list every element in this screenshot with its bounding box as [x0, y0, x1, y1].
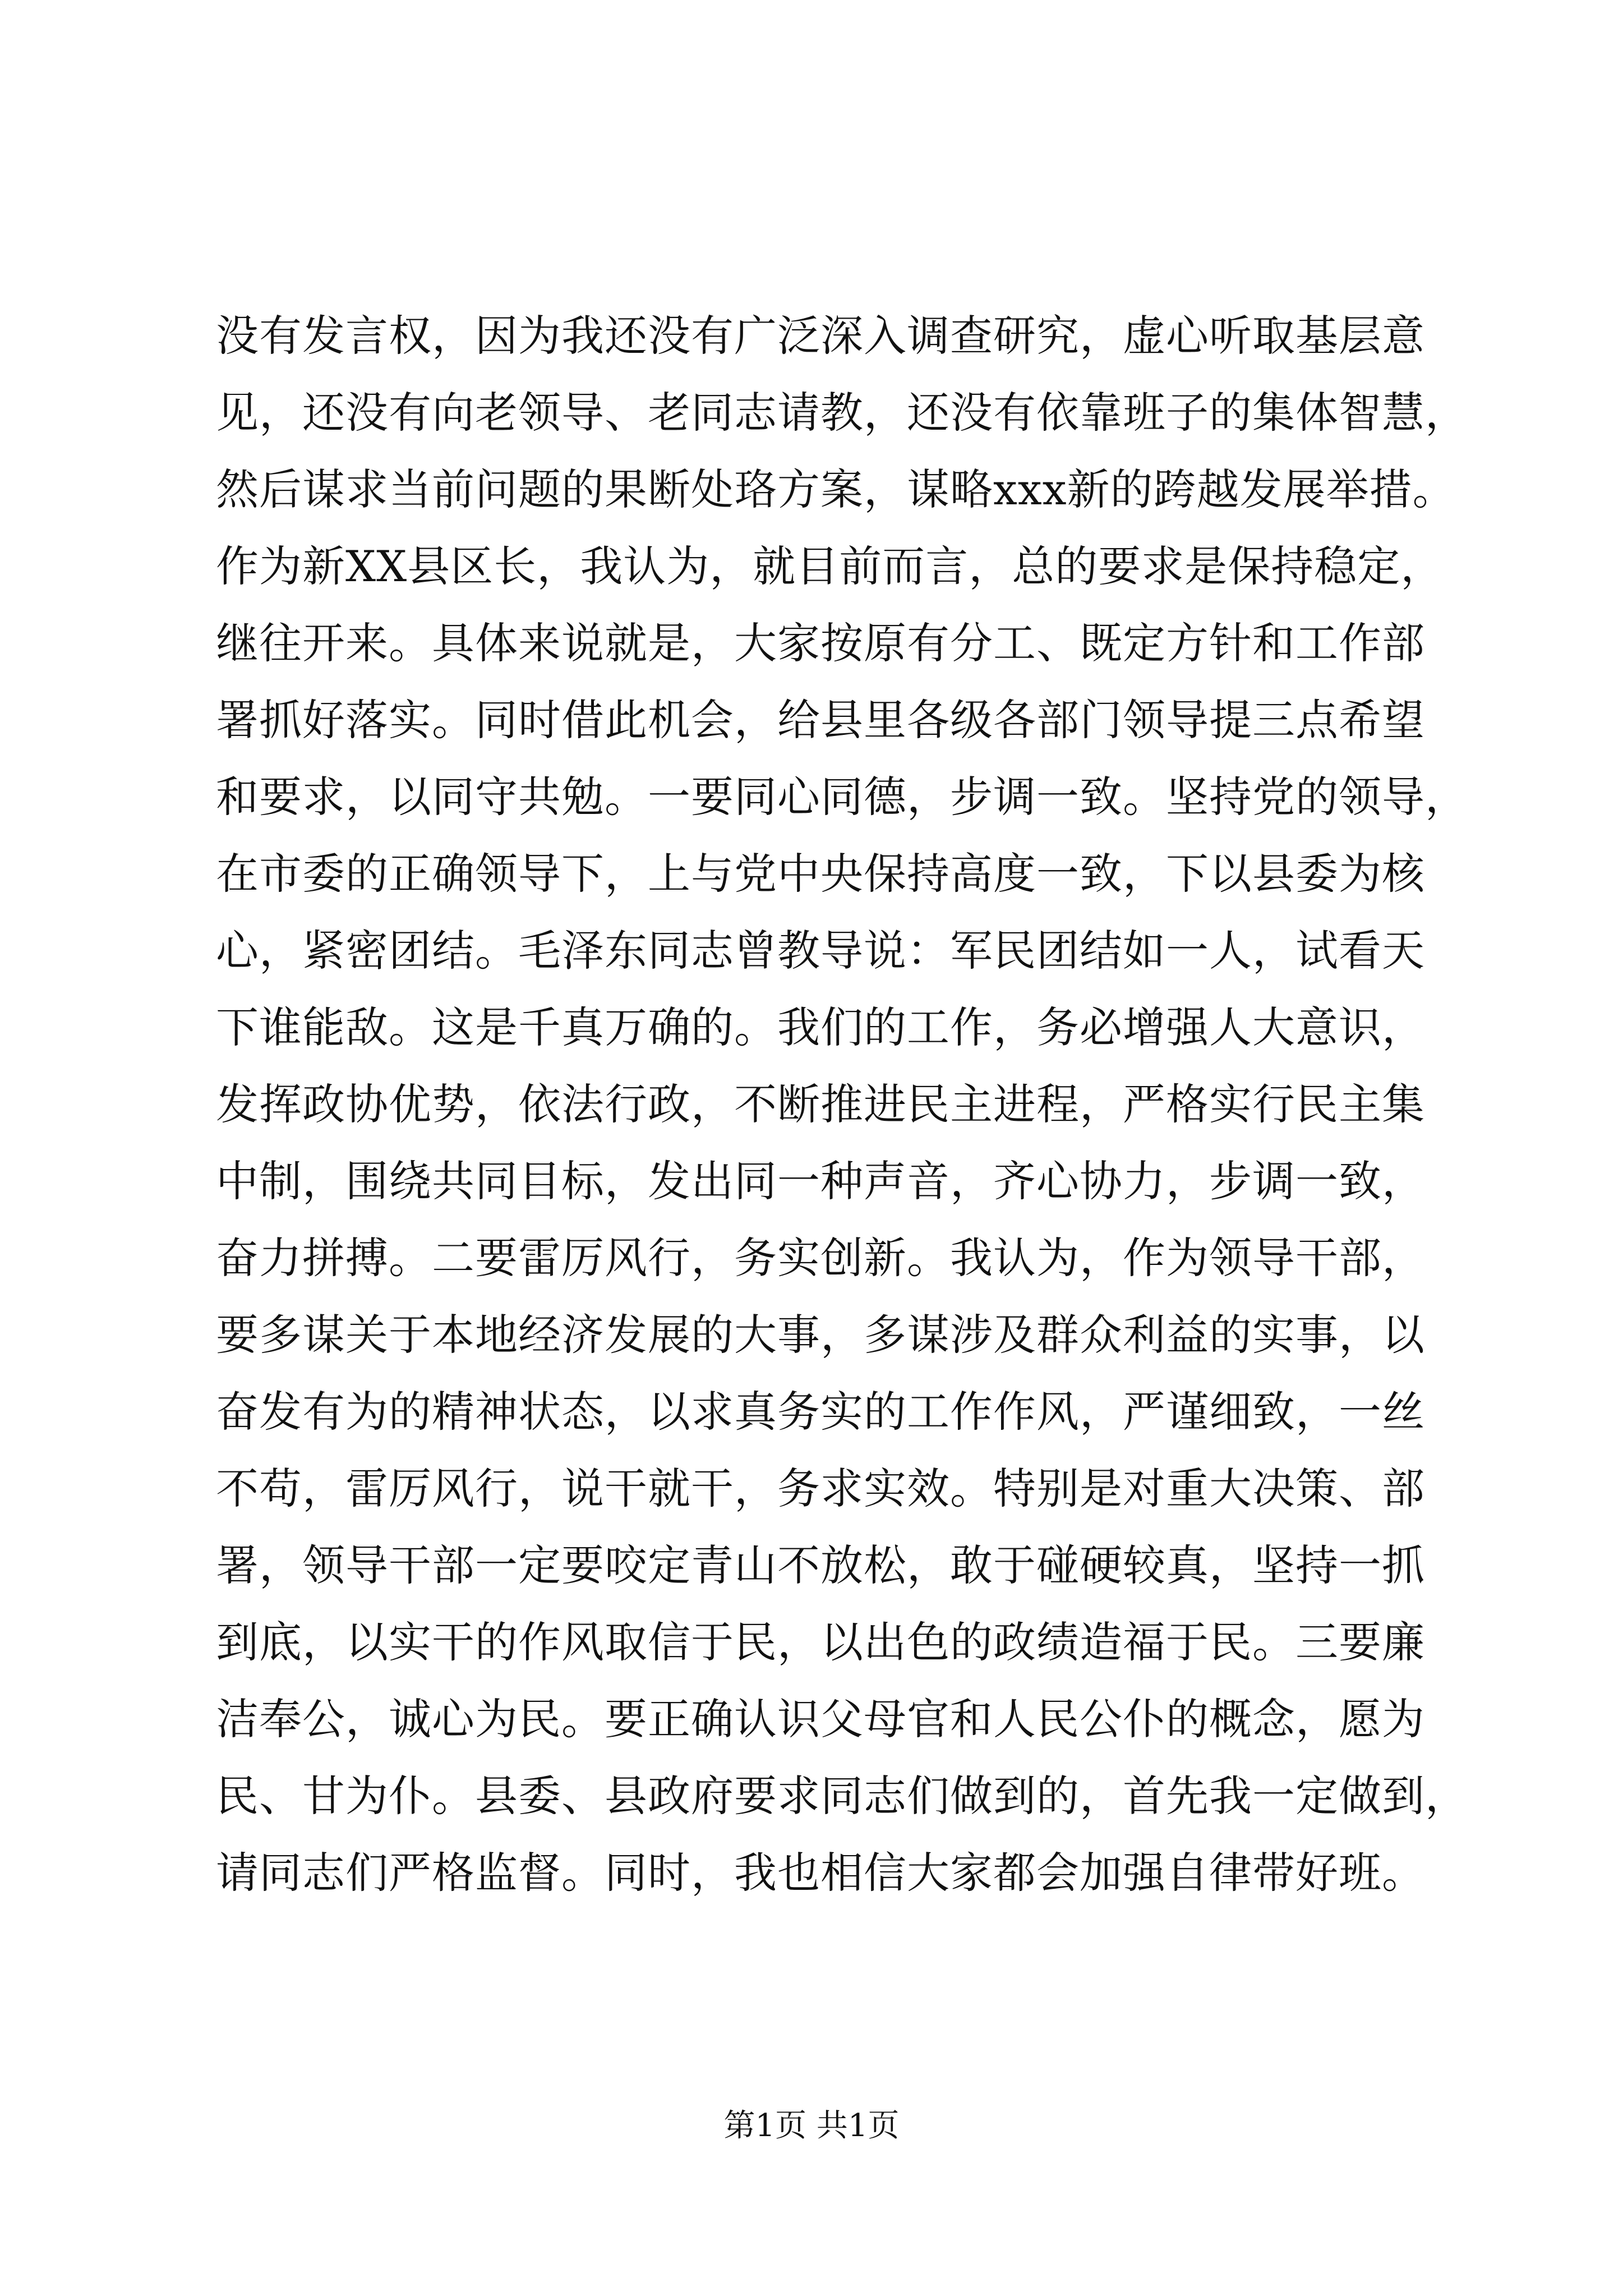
- text-line: 奋力拼搏。二要雷厉风行，务实创新。我认为，作为领导干部，: [216, 1233, 1425, 1283]
- page-number: 第1页 共1页: [723, 2108, 900, 2144]
- text-line: 请同志们严格监督。同时，我也相信大家都会加强自律带好班。: [216, 1848, 1425, 1898]
- text-line: 继往开来。具体来说就是，大家按原有分工、既定方针和工作部: [216, 618, 1425, 668]
- text-line: 心，紧密团结。毛泽东同志曾教导说：军民团结如一人，试看天: [216, 926, 1425, 976]
- body-text: [216, 297, 1468, 1911]
- text-line: 中制，围绕共同目标，发出同一种声音，齐心协力，步调一致，: [216, 1156, 1425, 1206]
- text-line: 没有发言权，因为我还没有广泛深入调查研究，虚心听取基层意: [216, 311, 1425, 361]
- text-line: 民、甘为仆。县委、县政府要求同志们做到的，首先我一定做到，: [216, 1771, 1468, 1821]
- text-line: 署，领导干部一定要咬定青山不放松，敢于碰硬较真，坚持一抓: [216, 1540, 1425, 1590]
- text-line: 洁奉公，诚心为民。要正确认识父母官和人民公仆的概念，愿为: [216, 1694, 1425, 1744]
- text-line: 见，还没有向老领导、老同志请教，还没有依靠班子的集体智慧，: [216, 388, 1468, 438]
- text-line: 要多谋关于本地经济发展的大事，多谋涉及群众利益的实事，以: [216, 1310, 1425, 1360]
- text-line: 作为新XX县区长，我认为，就目前而言，总的要求是保持稳定，: [216, 541, 1444, 591]
- text-line: 和要求，以同守共勉。一要同心同德，步调一致。坚持党的领导，: [216, 772, 1468, 822]
- text-line: 到底，以实干的作风取信于民，以出色的政绩造福于民。三要廉: [216, 1617, 1425, 1667]
- text-line: 发挥政协优势，依法行政，不断推进民主进程，严格实行民主集: [216, 1079, 1425, 1129]
- text-line: 然后谋求当前问题的果断处珞方案，谋略xxx新的跨越发展举措。: [216, 464, 1456, 514]
- text-line: 在市委的正确领导下，上与党中央保持高度一致，下以县委为核: [216, 849, 1425, 899]
- text-line: 不苟，雷厉风行，说干就干，务求实效。特别是对重大决策、部: [216, 1464, 1425, 1513]
- text-line: 署抓好落实。同时借此机会，给县里各级各部门领导提三点希望: [216, 695, 1425, 745]
- page-footer: [0, 2104, 1623, 2148]
- text-line: 下谁能敌。这是千真万确的。我们的工作，务必增强人大意识，: [216, 1002, 1425, 1052]
- text-line: 奋发有为的精神状态，以求真务实的工作作风，严谨细致，一丝: [216, 1387, 1425, 1437]
